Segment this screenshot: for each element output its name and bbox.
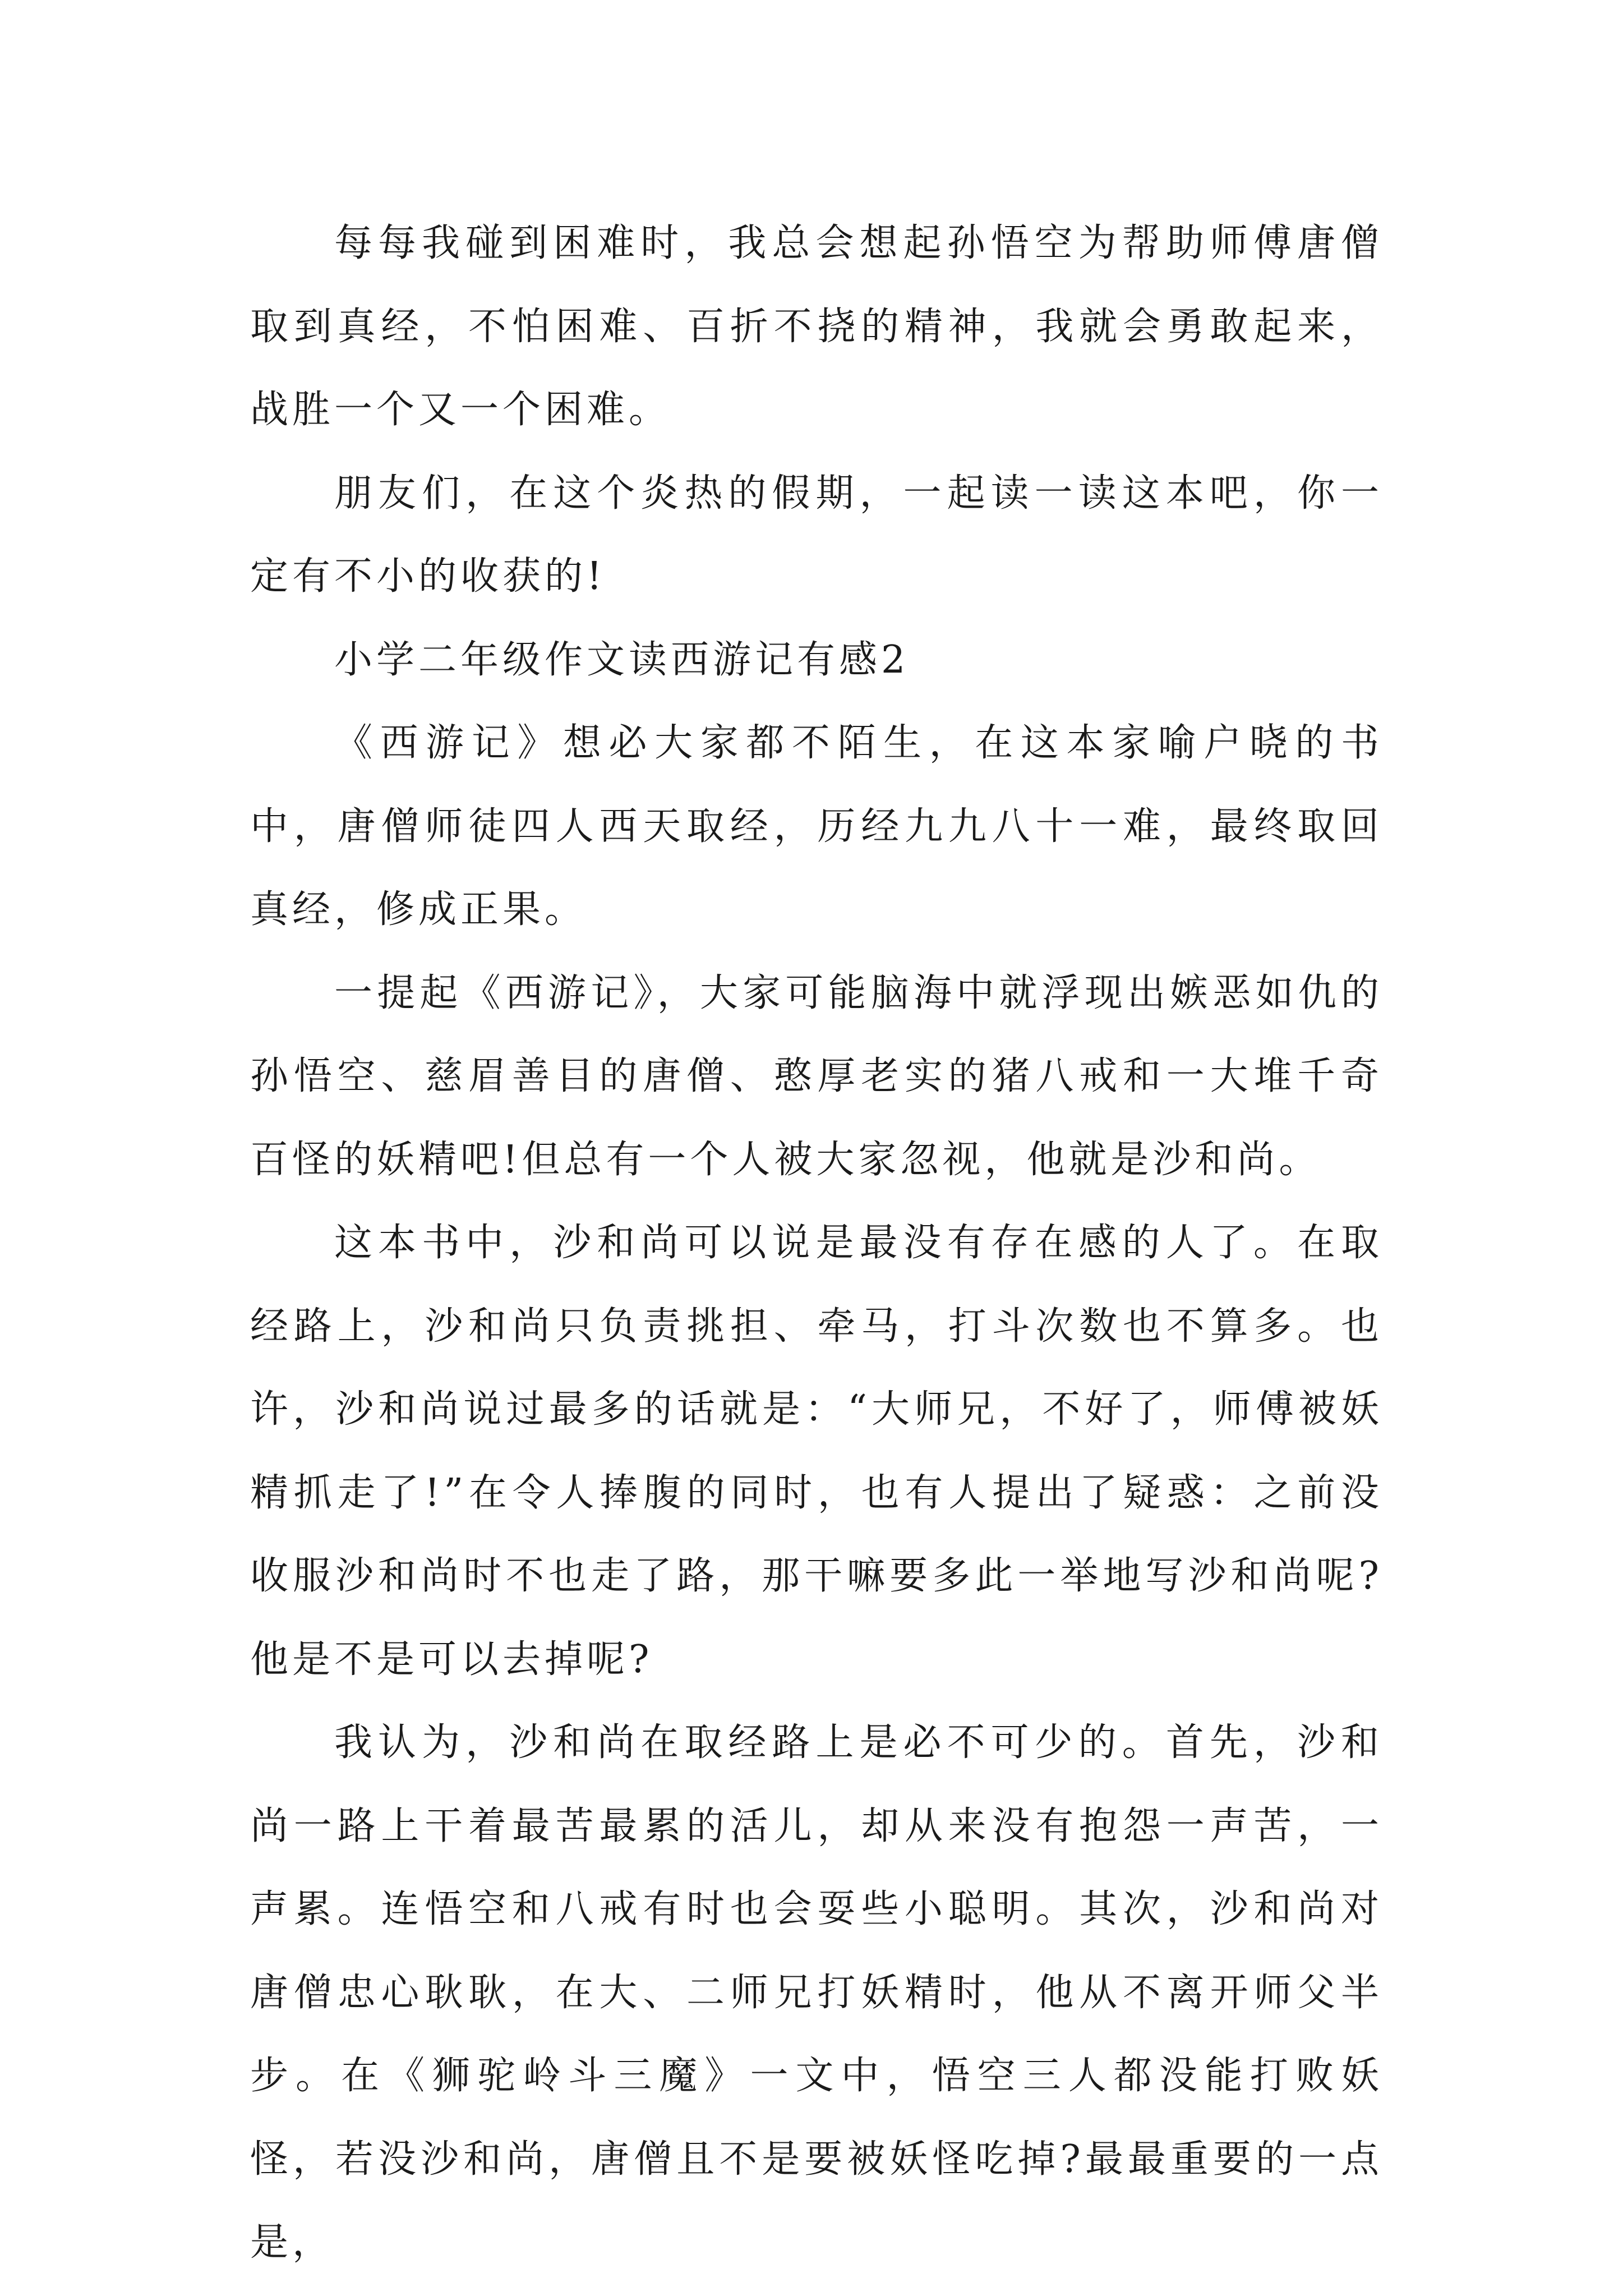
document-body (250, 202, 1383, 2285)
essay-title: 小学二年级作文读西游记有感2 (334, 637, 910, 682)
paragraph-sha-heshang-role: 这本书中，沙和尚可以说是最没有存在感的人了。在取经路上，沙和尚只负责挑担、牵马，打斗次数也不算多。也许，沙和尚说过最多的话就是：“大师兄，不好了，师傅被妖精抓走了!”在令人捧腹的同时，也有人提出了疑惑：之前没收服沙和尚时不也走了路，那干嘛要多此一举地写沙和尚呢?他是不是可以去掉呢? (250, 1221, 1383, 1682)
paragraph-opinion: 我认为，沙和尚在取经路上是必不可少的。首先，沙和尚一路上干着最苦最累的活儿，却从来没有抱怨一声苦，一声累。连悟空和八戒有时也会耍些小聪明。其次，沙和尚对唐僧忠心耿耿，在大、二师兄打妖精时，他从不离开师父半步。在《狮驼岭斗三魔》一文中，悟空三人都没能打败妖怪，若没沙和尚，唐僧且不是要被妖怪吃掉?最最重要的一点是， (250, 1720, 1383, 2265)
paragraph-characters: 一提起《西游记》，大家可能脑海中就浮现出嫉恶如仇的孙悟空、慈眉善目的唐僧、憨厚老实的猪八戒和一大堆千奇百怪的妖精吧!但总有一个人被大家忽视，他就是沙和尚。 (250, 970, 1383, 1182)
paragraph-hardship: 每每我碰到困难时，我总会想起孙悟空为帮助师傅唐僧取到真经，不怕困难、百折不挠的精神，我就会勇敢起来，战胜一个又一个困难。 (250, 221, 1383, 432)
paragraph-recommendation: 朋友们，在这个炎热的假期，一起读一读这本吧，你一定有不小的收获的! (250, 471, 1383, 599)
paragraph-introduction: 《西游记》想必大家都不陌生，在这本家喻户晓的书中，唐僧师徒四人西天取经，历经九九八十一难，最终取回真经，修成正果。 (250, 721, 1383, 932)
